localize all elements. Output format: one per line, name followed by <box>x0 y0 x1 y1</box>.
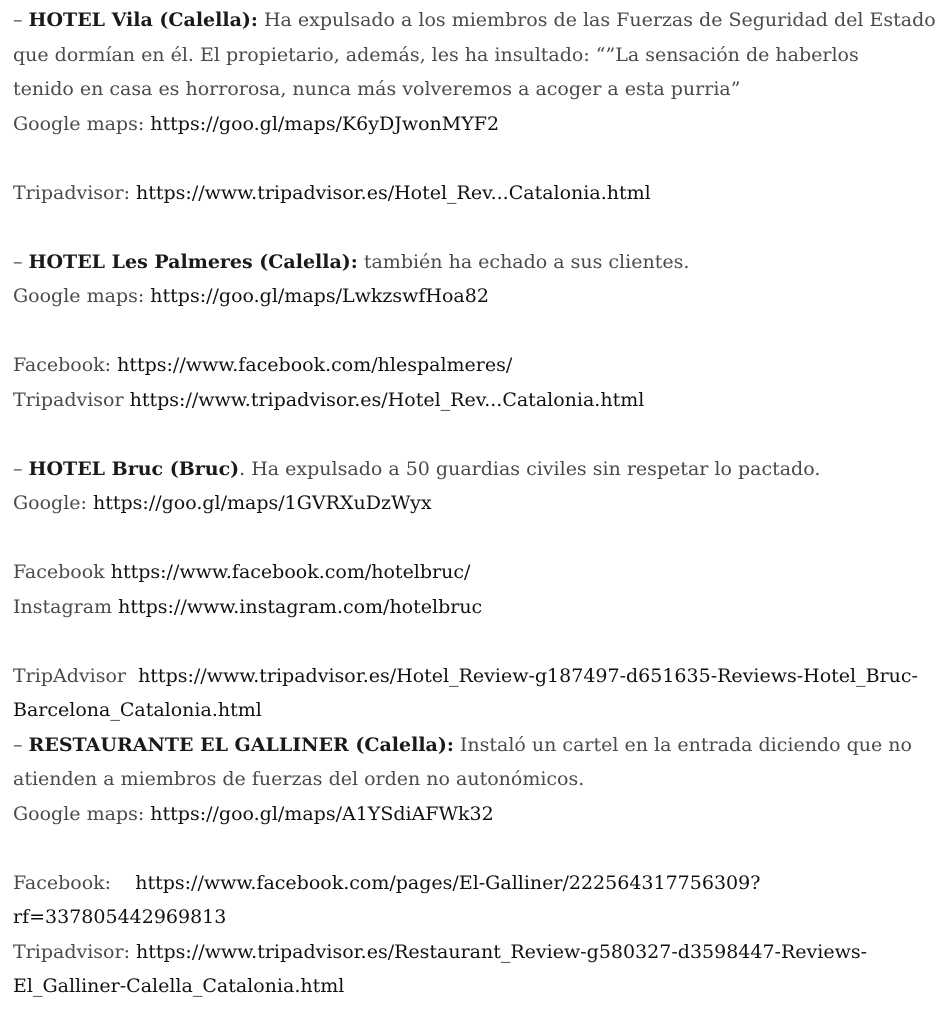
google-maps-link[interactable]: https://goo.gl/maps/K6yDJwonMYF2 <box>150 112 500 135</box>
list-dash: – <box>13 457 23 480</box>
link-label: Tripadvisor: <box>13 181 130 204</box>
entry-hotel-vila-heading <box>13 3 945 38</box>
link-row-facebook-continued <box>13 900 945 935</box>
link-row-tripadvisor <box>13 935 945 970</box>
link-row-google-maps <box>13 107 945 142</box>
link-label: Tripadvisor: <box>13 940 130 963</box>
link-label: Facebook: <box>13 871 112 894</box>
facebook-link-continued[interactable]: rf=337805442969813 <box>13 906 227 928</box>
entry-description: Ha expulsado a los miembros de las Fuerzas de Seguridad del Estado <box>257 9 936 31</box>
link-label: Tripadvisor <box>13 388 124 411</box>
link-label: Google maps: <box>13 285 145 307</box>
link-row-tripadvisor <box>13 383 945 418</box>
entry-title-punct: : <box>446 733 454 756</box>
link-row-tripadvisor-continued <box>13 969 945 1004</box>
link-row-google-maps <box>13 797 945 832</box>
entry-description: Ha expulsado a 50 guardias civiles sin respetar lo pactado. <box>245 457 821 480</box>
spacer <box>13 624 945 659</box>
tripadvisor-link[interactable]: https://www.tripadvisor.es/Hotel_Rev...Catalonia.html <box>129 388 645 411</box>
facebook-link[interactable]: https://www.facebook.com/hlespalmeres/ <box>117 354 513 376</box>
tripadvisor-link[interactable]: https://www.tripadvisor.es/Restaurant_Review-g580327-d3598447-Reviews- <box>136 940 868 963</box>
entry-title: HOTEL Vila (Calella) <box>28 9 251 31</box>
entry-les-palmeres-heading <box>13 245 945 280</box>
link-label: Google maps: <box>13 112 145 135</box>
tripadvisor-link-continued[interactable]: El_Galliner-Calella_Catalonia.html <box>13 975 345 997</box>
instagram-link[interactable]: https://www.instagram.com/hotelbruc <box>118 595 483 618</box>
link-row-tripadvisor <box>13 176 945 211</box>
entry-description: Instaló un cartel en la entrada diciendo que no <box>453 733 912 756</box>
entry-description-line: atienden a miembros de fuerzas del orden no autonómicos. <box>13 768 585 790</box>
link-label: Google maps: <box>13 802 145 825</box>
link-row-instagram <box>13 590 945 625</box>
spacer <box>13 314 945 349</box>
entry-title: HOTEL Les Palmeres (Calella) <box>28 250 351 273</box>
spacer <box>13 141 945 176</box>
link-row-facebook <box>13 866 945 901</box>
spacer <box>13 210 945 245</box>
link-row-tripadvisor-continued <box>13 693 945 728</box>
google-maps-link[interactable]: https://goo.gl/maps/LwkzswfHoa82 <box>150 285 489 307</box>
link-label: Google: <box>13 492 87 514</box>
entry-title-punct: : <box>250 9 258 31</box>
facebook-link[interactable]: https://www.facebook.com/hotelbruc/ <box>110 561 471 583</box>
entry-el-galliner-heading <box>13 728 945 763</box>
link-label: Facebook <box>13 561 105 583</box>
entry-title: RESTAURANTE EL GALLINER (Calella) <box>28 733 447 756</box>
link-label: TripAdvisor <box>13 664 126 687</box>
entry-description: también ha echado a sus clientes. <box>357 250 690 273</box>
link-row-tripadvisor <box>13 659 945 694</box>
entry-hotel-bruc-heading <box>13 452 945 487</box>
tripadvisor-link[interactable]: https://www.tripadvisor.es/Hotel_Rev...Catalonia.html <box>136 181 651 204</box>
link-label: Facebook: <box>13 354 112 376</box>
link-row-facebook <box>13 348 945 383</box>
list-dash: – <box>13 9 23 31</box>
list-dash: – <box>13 733 23 756</box>
link-row-google <box>13 486 945 521</box>
spacer <box>13 521 945 556</box>
entry-description-line: tenido en casa es horrorosa, nunca más volveremos a acoger a esta purria” <box>13 78 741 100</box>
google-maps-link[interactable]: https://goo.gl/maps/A1YSdiAFWk32 <box>150 802 494 825</box>
link-row-facebook <box>13 555 945 590</box>
link-label: Instagram <box>13 595 113 618</box>
entry-title-punct: . <box>239 457 246 480</box>
spacer <box>13 831 945 866</box>
tripadvisor-link[interactable]: https://www.tripadvisor.es/Hotel_Review-g187497-d651635-Reviews-Hotel_Bruc- <box>138 664 918 687</box>
entry-title: HOTEL Bruc (Bruc) <box>28 457 240 480</box>
google-maps-link[interactable]: https://goo.gl/maps/1GVRXuDzWyx <box>93 492 432 514</box>
spacer <box>13 417 945 452</box>
link-row-google-maps <box>13 279 945 314</box>
entry-title-punct: : <box>350 250 358 273</box>
entry-description-line: que dormían en él. El propietario, además, les ha insultado: “”La sensación de haberlos <box>13 43 859 66</box>
tripadvisor-link-continued[interactable]: Barcelona_Catalonia.html <box>13 699 262 721</box>
facebook-link[interactable]: https://www.facebook.com/pages/El-Galliner/222564317756309? <box>135 871 761 894</box>
list-dash: – <box>13 250 23 273</box>
